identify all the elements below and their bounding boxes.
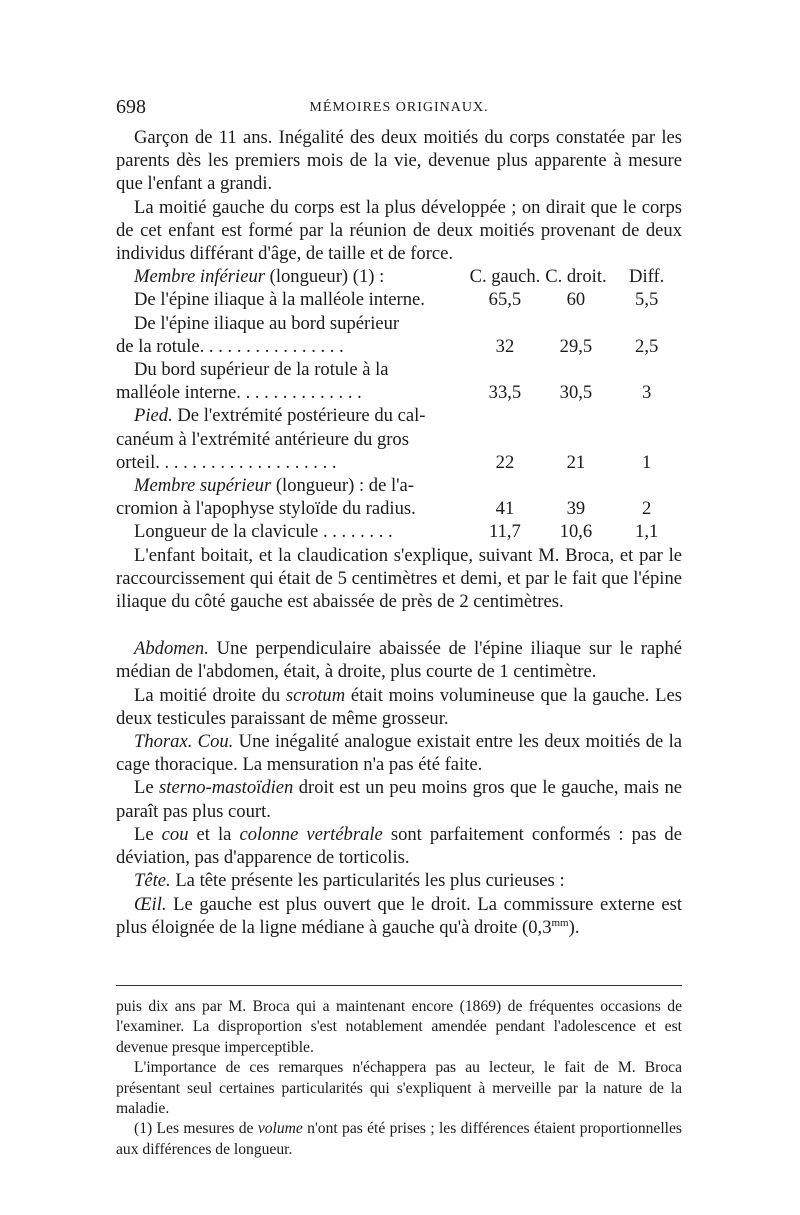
table-row: malléole interne. . . . . . . . . . . . . . 33,5 30,5 3 <box>116 382 652 404</box>
table-row: orteil. . . . . . . . . . . . . . . . . . . . 22 21 1 <box>116 451 652 473</box>
paragraph-scrotum: La moitié droite du scrotum était moins volumineuse que la gauche. Les deux testicules paraissant de même grosseur. <box>116 684 682 729</box>
footnote-rule <box>116 985 682 986</box>
table-row: canéum à l'extrémité antérieure du gros <box>116 428 409 450</box>
table-row: de la rotule. . . . . . . . . . . . . . . . 32 29,5 2,5 <box>116 335 659 357</box>
paragraph-abdomen: Abdomen. Une perpendiculaire abaissée de l'épine iliaque sur le raphé médian de l'abdomen, était, à droite, plus courte de 1 centimètre. <box>116 638 682 683</box>
paragraph-thorax: Thorax. Cou. Une inégalité analogue existait entre les deux moitiés de la cage thoracique. La mensuration n'a pas été faite. <box>116 731 682 776</box>
running-title: MÉMOIRES ORIGINAUX. <box>309 100 489 115</box>
section-gap <box>116 613 682 637</box>
paragraph-moitie: La moitié gauche du corps est la plus développée ; on dirait que le corps de cet enfant est formé par la réunion de deux moitiés provenant de deux individus différant d'âge, de taille et de force. <box>116 196 682 265</box>
footnote-importance: L'importance de ces remarques n'échappera pas au lecteur, le fait de M. Broca présentant seul certaines particularités qui s'expliquent à merveille par la nature de la maladie. <box>116 1059 682 1118</box>
table-row: De l'épine iliaque au bord supérieur <box>134 312 400 334</box>
table-row: Pied. De l'extrémité postérieure du cal- <box>134 405 426 427</box>
paragraph-sterno: Le sterno-mastoïdien droit est un peu moins gros que le gauche, mais ne paraît pas plus court. <box>116 777 682 822</box>
table-header-row <box>116 265 682 288</box>
measurement-table <box>116 265 682 543</box>
table-header-label: Membre inférieur (longueur) (1) : <box>134 266 385 288</box>
col-header-diff: Diff. <box>629 266 665 288</box>
footnote-1: (1) Les mesures de volume n'ont pas été prises ; les différences étaient proportionnelles aux différences de longueur. <box>116 1120 682 1158</box>
main-text <box>116 126 682 939</box>
table-row: Longueur de la clavicule . . . . . . . . 11,7 10,6 1,1 <box>134 521 659 543</box>
table-row: De l'épine iliaque à la malléole interne. 65,5 60 5,5 <box>134 289 659 311</box>
col-header-droit: C. droit. <box>545 266 607 288</box>
page-number: 698 <box>116 96 146 118</box>
paragraph-claudication: L'enfant boitait, et la claudication s'explique, suivant M. Broca, et par le raccourcissement qui était de 5 centimètres et demi, et par le fait que l'épine iliaque du côté gauche est abaissée de près de 2 centimètres. <box>116 544 682 613</box>
paragraph-cou: Le cou et la colonne vertébrale sont parfaitement conformés : pas de déviation, pas d'apparence de torticolis. <box>116 823 682 869</box>
paragraph-intro: Garçon de 11 ans. Inégalité des deux moitiés du corps constatée par les parents dès les premiers mois de la vie, devenue plus apparente à mesure que l'enfant a grandi. <box>116 127 682 195</box>
table-row: cromion à l'apophyse styloïde du radius. 41 39 2 <box>116 498 652 520</box>
footnotes <box>116 997 682 1160</box>
footnote-continued: puis dix ans par M. Broca qui a maintenant encore (1869) de fréquentes occasions de l'examiner. La disproportion s'est notablement amendée pendant l'adolescence et est devenue presque imperceptible. <box>116 998 682 1056</box>
paragraph-tete: Tête. La tête présente les particularités les plus curieuses : <box>134 870 565 892</box>
table-row: Membre supérieur (longueur) : de l'a- <box>134 475 414 497</box>
page-header <box>116 96 682 126</box>
col-header-gauche: C. gauch. <box>469 266 541 288</box>
table-row: Du bord supérieur de la rotule à la <box>134 359 389 381</box>
paragraph-oeil: Œil. Le gauche est plus ouvert que le droit. La commissure externe est plus éloignée de la ligne médiane à gauche qu'à droite $(0,3^{mm})$. <box>116 893 682 938</box>
